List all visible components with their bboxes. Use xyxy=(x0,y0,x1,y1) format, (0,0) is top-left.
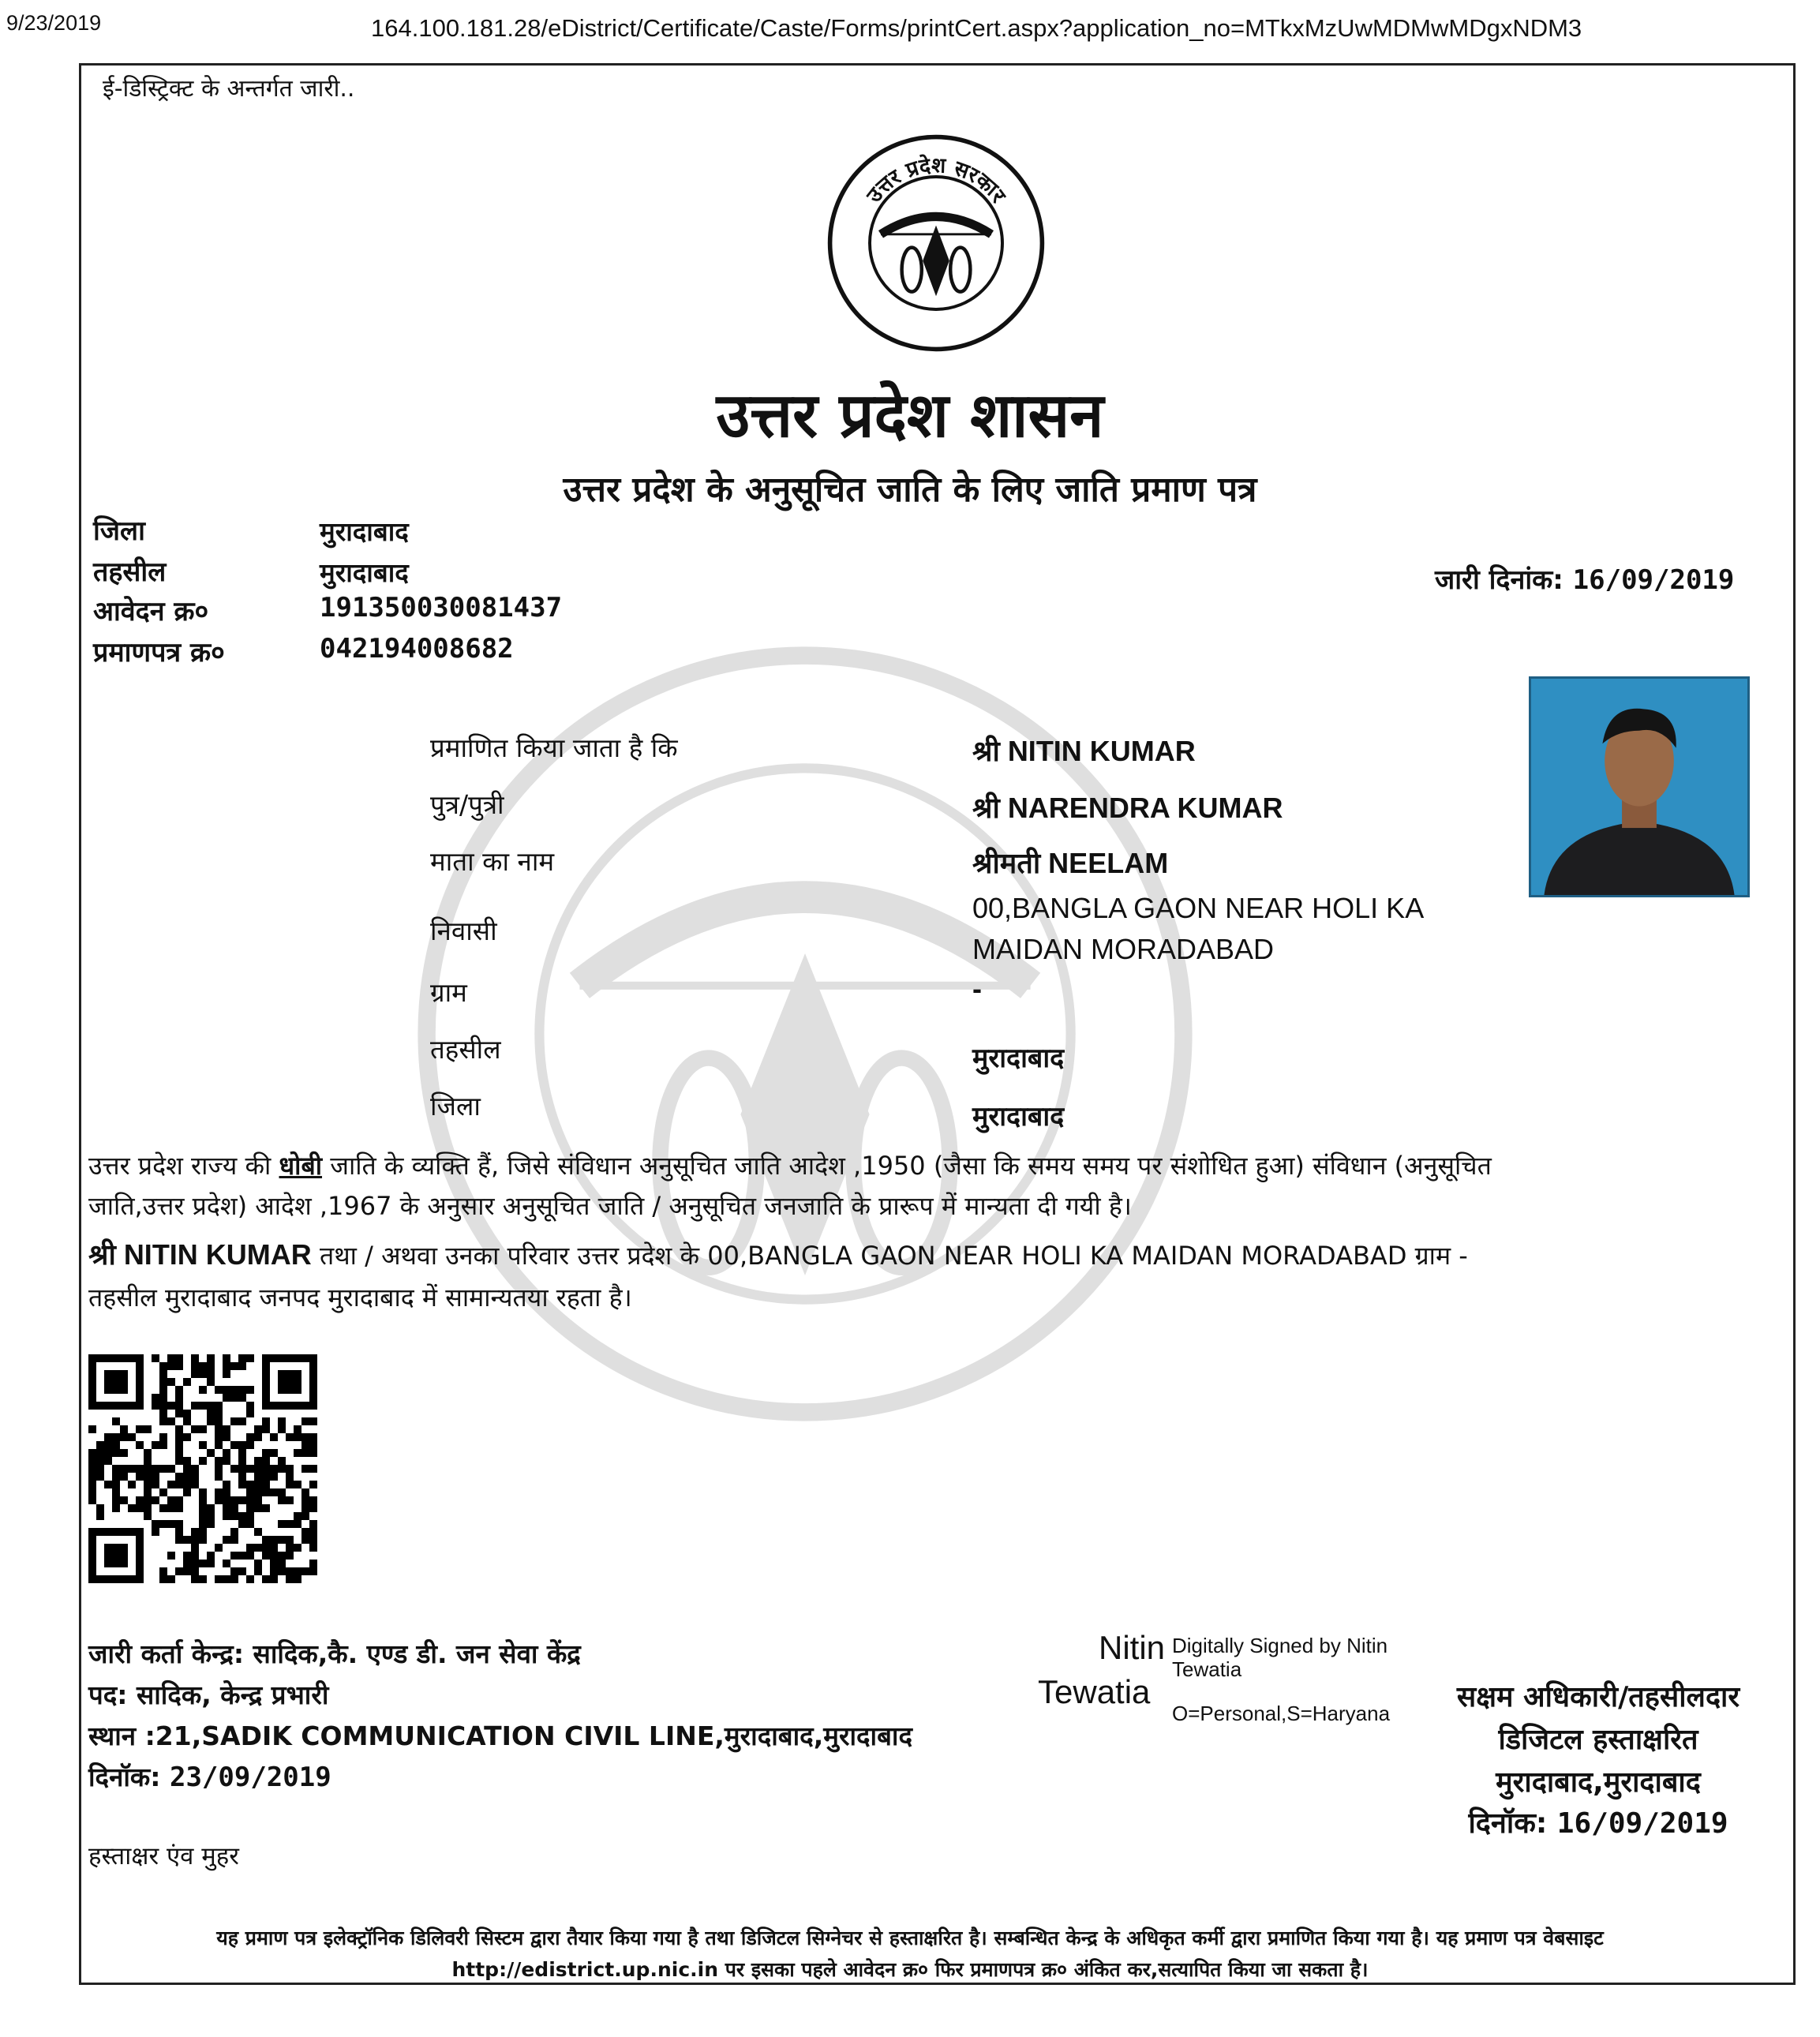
caste-name: धोबी xyxy=(279,1151,323,1181)
authority-title: सक्षम अधिकारी/तहसीलदार xyxy=(1456,1681,1740,1713)
digitally-signed-line2: Tewatia xyxy=(1172,1657,1242,1681)
issuer-date xyxy=(88,1758,331,1794)
tehsil-row-value: मुरादाबाद xyxy=(972,1043,1065,1074)
signer-organisation: O=Personal,S=Haryana xyxy=(1172,1702,1391,1725)
certified-label: प्रमाणित किया जाता है कि xyxy=(430,732,678,763)
resident-address-line2: MAIDAN MORADABAD xyxy=(972,933,1275,965)
child-of-label: पुत्र/पुत्री xyxy=(430,789,504,820)
authority-place: मुरादाबाद,मुरादाबाद xyxy=(1496,1766,1701,1799)
village-value: - xyxy=(972,972,982,1005)
authority-date-label: दिनॉक: xyxy=(1468,1807,1548,1840)
caste-statement-line2: जाति,उत्तर प्रदेश) आदेश ,1967 के अनुसार अनुसूचित जाति / अनुसूचित जनजाति के प्रारूप में मान्यता दी गयी है। xyxy=(88,1191,1132,1221)
district-row-value: मुरादाबाद xyxy=(972,1101,1065,1133)
district-value: मुरादाबाद xyxy=(320,516,409,547)
issued-under-note: ई-डिस्ट्रिक्ट के अन्तर्गत जारी.. xyxy=(103,75,355,103)
svg-text:उत्तर प्रदेश सरकार: उत्तर प्रदेश सरकार xyxy=(862,153,1011,208)
certificate-no-label: प्रमाणपत्र क्र० xyxy=(93,637,225,668)
person-photo-icon xyxy=(1531,679,1747,895)
issue-date-value: 16/09/2019 xyxy=(1572,564,1735,596)
verification-note-line1: यह प्रमाण पत्र इलेक्ट्रॉनिक डिलिवरी सिस्टम द्वारा तैयार किया गया है तथा डिजिटल सिग्नेचर से हस्ताक्षरित है। सम्बन्धित केन्द्र के अधिकृत कर्मी द्वारा प्रमाणित किया गया है। यह प्रमाण पत्र वेबसाइट xyxy=(216,1927,1604,1949)
qr-code xyxy=(88,1354,317,1583)
print-date: 9/23/2019 xyxy=(6,11,102,35)
signer-first-name: Nitin xyxy=(1099,1629,1166,1666)
issuing-centre: जारी कर्ता केन्द्र: सादिक,कै. एण्ड डी. जन सेवा केंद्र xyxy=(88,1638,581,1669)
father-name: श्री NARENDRA KUMAR xyxy=(972,792,1283,824)
district-label: जिला xyxy=(93,515,145,547)
resident-address-line1: 00,BANGLA GAON NEAR HOLI KA xyxy=(972,892,1425,924)
issue-date-label: जारी दिनांक: xyxy=(1435,564,1563,596)
tehsil-value: मुरादाबाद xyxy=(320,557,409,588)
digitally-signed-line1: Digitally Signed by Nitin xyxy=(1172,1634,1388,1657)
issuer-date-label: दिनॉक: xyxy=(88,1762,161,1792)
issuer-date-value: 23/09/2019 xyxy=(169,1762,331,1793)
residence-person-name: श्री NITIN KUMAR xyxy=(88,1238,312,1271)
issuer-place: स्थान :21,SADIK COMMUNICATION CIVIL LINE,मुरादाबाद,मुरादाबाद xyxy=(88,1721,912,1751)
signer-last-name: Tewatia xyxy=(1038,1673,1151,1710)
page-title: उत्तर प्रदेश शासन xyxy=(716,380,1104,451)
application-no-value: 191350030081437 xyxy=(320,592,563,623)
certificate-subtitle: उत्तर प्रदेश के अनुसूचित जाति के लिए जाति प्रमाण पत्र xyxy=(563,470,1257,510)
authority-digital-signed: डिजिटल हस्ताक्षरित xyxy=(1498,1724,1698,1756)
applicant-photo xyxy=(1529,676,1750,897)
residence-statement-line1: श्री NITIN KUMAR तथा / अथवा उनका परिवार उत्तर प्रदेश के 00,BANGLA GAON NEAR HOLI KA MAIDAN MORADABAD ग्राम - xyxy=(88,1238,1468,1271)
tehsil-label: तहसील xyxy=(93,556,167,588)
district-row-label: जिला xyxy=(430,1091,481,1121)
certificate-no-value: 042194008682 xyxy=(320,633,514,665)
tehsil-row-label: तहसील xyxy=(430,1034,501,1065)
authority-date xyxy=(1405,1803,1792,1841)
authority-date-value: 16/09/2019 xyxy=(1556,1807,1728,1840)
mother-label: माता का नाम xyxy=(430,846,555,877)
issue-date xyxy=(1435,560,1734,597)
up-government-emblem-icon xyxy=(826,133,1047,354)
village-label: ग्राम xyxy=(430,977,467,1008)
issuer-post: पद: सादिक, केन्द्र प्रभारी xyxy=(88,1679,329,1710)
residence-statement-line2: तहसील मुरादाबाद जनपद मुरादाबाद में सामान्यतया रहता है। xyxy=(88,1282,632,1312)
resident-label: निवासी xyxy=(430,916,497,946)
application-no-label: आवेदन क्र० xyxy=(93,596,209,627)
certified-name: श्री NITIN KUMAR xyxy=(972,735,1196,767)
mother-name: श्रीमती NEELAM xyxy=(972,847,1169,879)
signature-seal-label: हस्ताक्षर एंव मुहर xyxy=(88,1842,239,1870)
print-url: 164.100.181.28/eDistrict/Certificate/Caste/Forms/printCert.aspx?application_no=MTkxMzUwMDMwMDgxNDM3 xyxy=(371,14,1582,42)
verification-note-line2: http://edistrict.up.nic.in पर इसका पहले आवेदन क्र० फिर प्रमाणपत्र क्र० अंकित कर,सत्यापित किया जा सकता है। xyxy=(451,1958,1369,1981)
caste-statement-line1: उत्तर प्रदेश राज्य की धोबी जाति के व्यक्ति हैं, जिसे संविधान अनुसूचित जाति आदेश ,1950 (जैसा कि समय समय पर संशोधित हुआ) संविधान (अनुसूचित xyxy=(88,1151,1492,1181)
